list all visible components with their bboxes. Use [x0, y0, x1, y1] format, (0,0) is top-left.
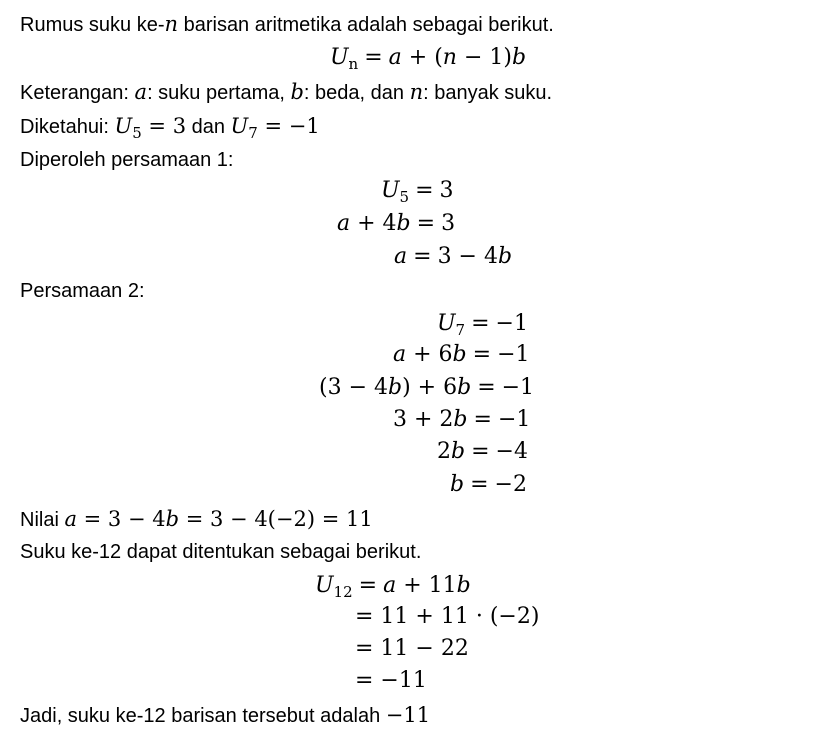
p1-step-1: $U_5 = 3$ — [381, 178, 454, 206]
persamaan2-label: Persamaan 2: — [20, 280, 145, 302]
var-a: a — [134, 80, 148, 104]
diketahui-line: Diketahui: $U_5 = 3$ dan $U_7 = -1$ — [20, 114, 320, 142]
n-desc: : banyak suku. — [423, 82, 553, 104]
p2-step-5: 2b = −4 — [437, 439, 528, 464]
var-b: b — [290, 80, 304, 104]
p2-step-6: b = −2 — [450, 472, 527, 497]
p2-step-3: (3 − 4b) + 6b = −1 — [319, 375, 535, 400]
keterangan-label: Keterangan: — [20, 82, 135, 104]
p1-step-3: a = 3 − 4b — [394, 244, 513, 269]
diketahui-label: Diketahui: — [20, 116, 115, 138]
general-formula: $U_n = a + (n - 1)b$ — [330, 45, 527, 73]
p2-step-1: $U_7 = -1$ — [437, 311, 528, 339]
s12-step-3: = 11 − 22 — [355, 636, 469, 661]
a-desc: : suku pertama, — [147, 82, 291, 104]
kesimpulan-text: Jadi, suku ke-12 barisan tersebut adalah — [20, 705, 386, 727]
suku12-label: Suku ke-12 dapat ditentukan sebagai berikut. — [20, 541, 422, 563]
p2-step-2: a + 6b = −1 — [393, 342, 530, 367]
kesimpulan-line — [20, 703, 430, 728]
keterangan-line — [20, 80, 552, 105]
var-n: n — [409, 80, 424, 104]
nilai-a-line: Nilai a = 3 − 4b = 3 − 4(−2) = 11 — [20, 507, 373, 531]
p1-step-2: a + 4b = 3 — [337, 211, 456, 236]
nilai-label: Nilai — [20, 509, 65, 531]
b-desc: : beda, dan — [303, 82, 410, 104]
s12-step-4: = −11 — [355, 668, 427, 693]
diketahui-dan: dan — [186, 116, 231, 138]
kesimpulan-value: −11 — [385, 703, 431, 727]
s12-step-2: = 11 + 11 · (−2) — [355, 604, 540, 629]
intro-suffix: barisan aritmetika adalah sebagai berikut. — [178, 14, 554, 36]
p2-step-4: 3 + 2b = −1 — [393, 407, 531, 432]
intro-line — [20, 12, 554, 37]
s12-step-1: $U_{12} = a + 11b$ — [315, 573, 471, 601]
intro-prefix: Rumus suku ke- — [20, 14, 165, 36]
persamaan1-label: Diperoleh persamaan 1: — [20, 149, 234, 171]
intro-var-n: n — [164, 12, 179, 36]
